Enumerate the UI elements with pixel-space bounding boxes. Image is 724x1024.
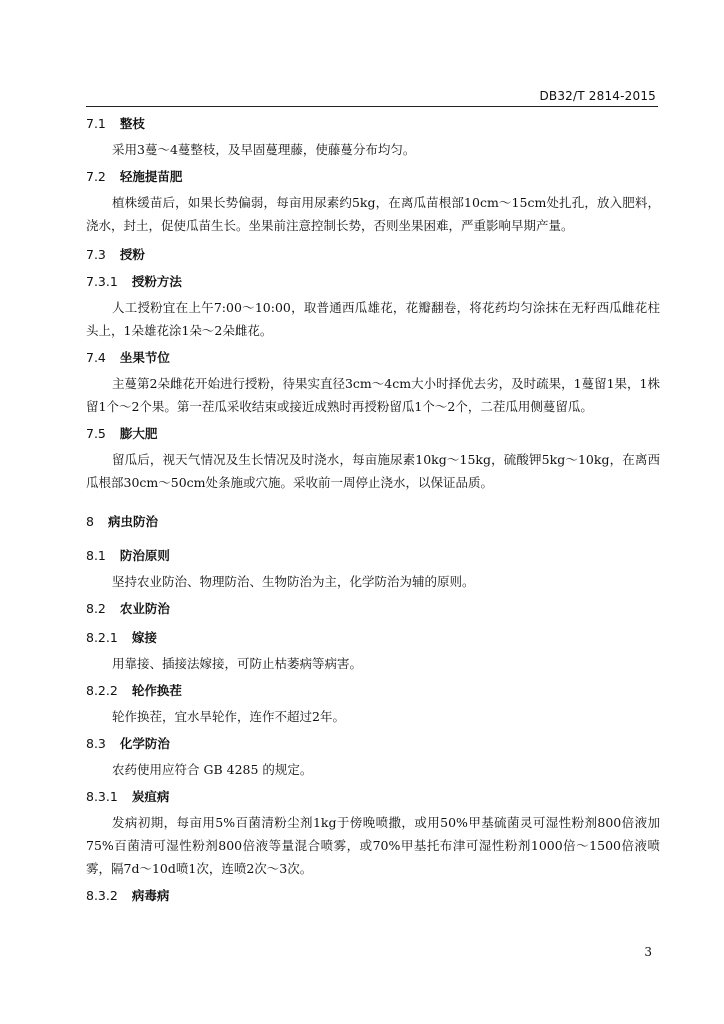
section-heading: 7.3 授粉 bbox=[86, 247, 145, 262]
section-heading: 7.1 整枝 bbox=[86, 116, 145, 131]
section-heading: 8.2.2 轮作换茬 bbox=[86, 683, 182, 698]
section-heading: 7.3.1 授粉方法 bbox=[86, 274, 182, 289]
section-paragraph: 人工授粉宜在上午7:00～10:00，取普通西瓜雄花，花瓣翻卷，将花药均匀涂抹在无籽西瓜雌花柱头上，1朵雄花涂1朵～2朵雌花。 bbox=[86, 300, 660, 338]
section-paragraph: 发病初期，每亩用5%百菌清粉尘剂1kg于傍晚喷撒，或用50%甲基硫菌灵可湿性粉剂800倍液加75%百菌清可湿性粉剂800倍液等量混合喷雾，或70%甲基托布津可湿性粉剂1000倍～1500倍液喷雾，隔7d～10d喷1次，连喷2次～3次。 bbox=[86, 815, 660, 876]
section-paragraph: 农药使用应符合 GB 4285 的规定。 bbox=[112, 762, 313, 777]
section-heading: 8.3.1 炭疽病 bbox=[86, 789, 170, 804]
section-paragraph: 主蔓第2朵雌花开始进行授粉，待果实直径3cm～4cm大小时择优去劣，及时疏果，1蔓留1果，1株留1个～2个果。第一茬瓜采收结束或接近成熟时再授粉留瓜1个～2个，二茬瓜用侧蔓留瓜。 bbox=[86, 376, 660, 414]
document-body bbox=[86, 116, 660, 904]
section-paragraph: 轮作换茬，宜水旱轮作，连作不超过2年。 bbox=[112, 709, 345, 724]
document-code: DB32/T 2814-2015 bbox=[539, 89, 656, 103]
section-heading: 8.3.2 病毒病 bbox=[86, 888, 170, 903]
section-heading: 8.2 农业防治 bbox=[86, 601, 170, 616]
section-paragraph: 用靠接、插接法嫁接，可防止枯萎病等病害。 bbox=[112, 656, 363, 671]
header-rule bbox=[86, 106, 658, 107]
section-paragraph: 采用3蔓～4蔓整枝，及早固蔓理藤，使藤蔓分布均匀。 bbox=[112, 142, 416, 157]
section-paragraph: 留瓜后，视天气情况及生长情况及时浇水，每亩施尿素10kg～15kg，硫酸钾5kg～10kg，在离西瓜根部30cm～50cm处条施或穴施。采收前一周停止浇水，以保证品质。 bbox=[86, 452, 660, 490]
section-heading: 8.3 化学防治 bbox=[86, 736, 170, 751]
section-heading: 7.2 轻施提苗肥 bbox=[86, 169, 183, 184]
section-paragraph: 坚持农业防治、物理防治、生物防治为主，化学防治为辅的原则。 bbox=[112, 574, 475, 589]
section-heading: 7.4 坐果节位 bbox=[86, 350, 170, 365]
section-heading: 8.2.1 嫁接 bbox=[86, 630, 157, 645]
section-heading: 8.1 防治原则 bbox=[86, 548, 170, 563]
section-paragraph: 植株缓苗后，如果长势偏弱，每亩用尿素约5kg，在离瓜苗根部10cm～15cm处扎孔，放入肥料，浇水，封土，促使瓜苗生长。坐果前注意控制长势，否则坐果困难，严重影响早期产量。 bbox=[86, 195, 660, 233]
section-heading: 7.5 膨大肥 bbox=[86, 426, 158, 441]
page-number: 3 bbox=[644, 945, 652, 959]
chapter-heading: 8 病虫防治 bbox=[86, 514, 158, 529]
